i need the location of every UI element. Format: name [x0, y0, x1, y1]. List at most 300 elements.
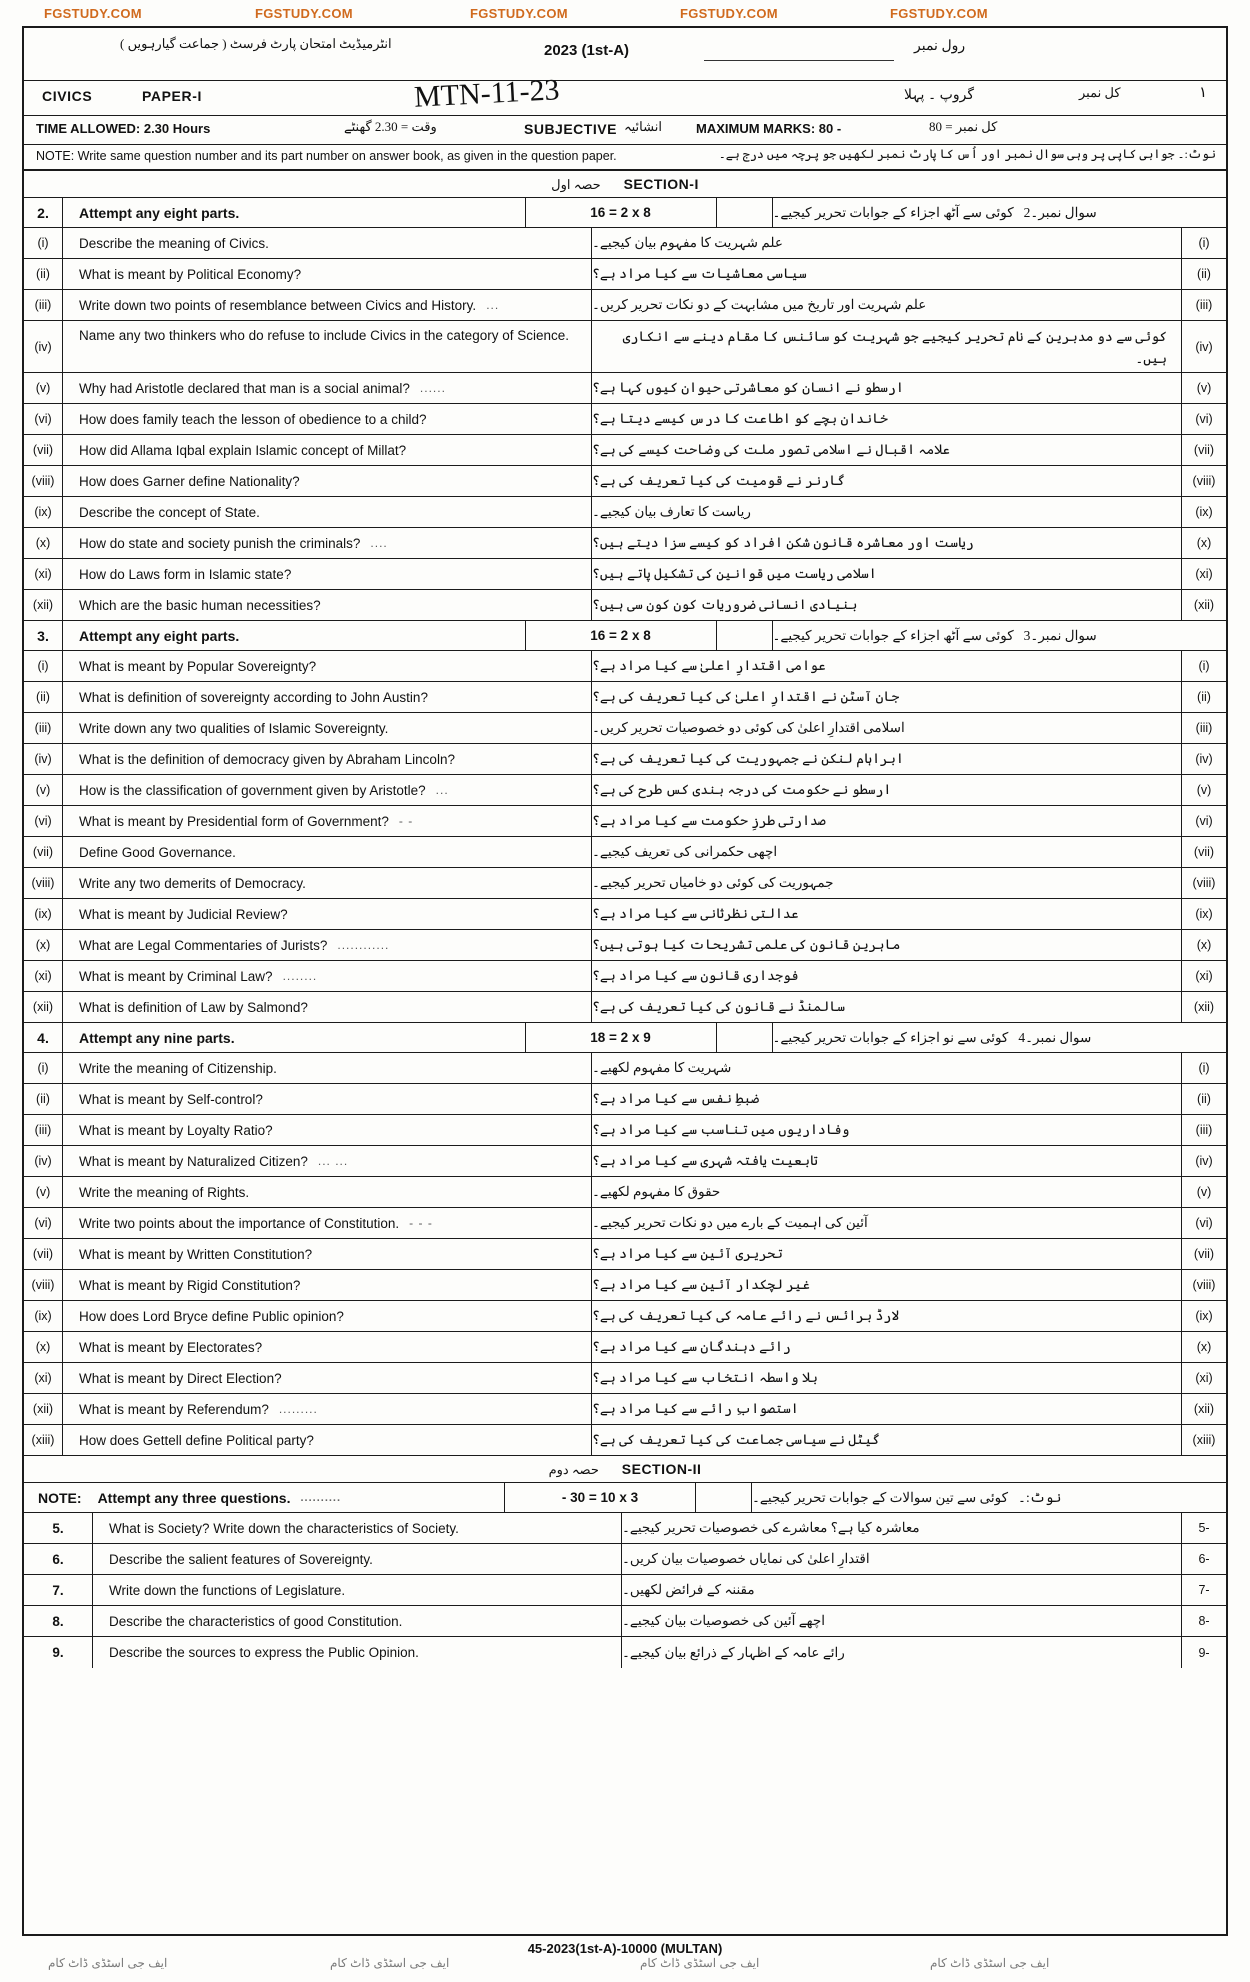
part-text-urdu: جمہوریت کی کوئی دو خامیاں تحریر کیجیے۔: [591, 868, 1181, 898]
part-text-urdu: علم شہریت اور تاریخ میں مشابہت کے دو نکات تحریر کریں۔: [591, 290, 1181, 320]
table-row: [24, 744, 1226, 775]
part-text-urdu: ریاست اور معاشرہ قانون شکن افراد کو کیسے سزا دیتے ہیں؟: [591, 528, 1181, 558]
part-text-urdu: حقوق کا مفہوم لکھیے۔: [591, 1177, 1181, 1207]
bottom-watermark-bar: [0, 1956, 1250, 1978]
table-row: [24, 930, 1226, 961]
part-number: (iv): [24, 744, 63, 774]
part-text-urdu: لارڈ برائس نے رائے عامہ کی کیا تعریف کی ہے؟: [591, 1301, 1181, 1331]
part-number-urdu: (vii): [1181, 837, 1226, 867]
question-text-english: Describe the salient features of Sovereignty.: [109, 1551, 373, 1567]
dot-leader: ...: [486, 298, 500, 312]
question-instruction-urdu: [773, 1023, 1227, 1052]
question-text-english: Describe the characteristics of good Constitution.: [109, 1613, 403, 1629]
note-english: NOTE: Write same question number and its part number on answer book, as given in the question paper.: [36, 149, 617, 163]
section-1-label-urdu: حصہ اول: [551, 177, 601, 192]
part-text-english: How does family teach the lesson of obedience to a child?: [79, 411, 427, 427]
part-text-english: How does Gettell define Political party?: [79, 1432, 314, 1448]
part-text-english: [63, 528, 591, 558]
part-text-english: How does Lord Bryce define Public opinion?: [79, 1308, 344, 1324]
part-number-urdu: (ii): [1181, 1084, 1226, 1114]
part-text-urdu: تحریری آئین سے کیا مراد ہے؟: [591, 1239, 1181, 1269]
part-number-urdu: (viii): [1181, 868, 1226, 898]
table-row: [24, 1425, 1226, 1456]
question-instruction-urdu: [773, 621, 1227, 650]
total-marks-label-urdu: کل نمبر: [1079, 85, 1121, 100]
table-row: [24, 1239, 1226, 1270]
question-text-urdu: اچھے آئین کی خصوصیات بیان کیجیے۔: [621, 1606, 1181, 1636]
part-text-english: Write the meaning of Rights.: [79, 1184, 250, 1200]
part-text-urdu: بلا واسطہ انتخاب سے کیا مراد ہے؟: [591, 1363, 1181, 1393]
table-row: [24, 1363, 1226, 1394]
part-text-english: [63, 806, 591, 836]
part-number: (xi): [24, 961, 63, 991]
question-number: 8.: [24, 1606, 93, 1636]
page-marker: ۱: [1199, 84, 1208, 101]
part-number: (iii): [24, 713, 63, 743]
question-number: 2.: [24, 198, 63, 227]
exam-sheet: [22, 26, 1228, 1936]
table-row: [24, 466, 1226, 497]
part-number-urdu: (x): [1181, 930, 1226, 960]
part-text-english: What is meant by Loyalty Ratio?: [79, 1122, 273, 1138]
part-number-urdu: (ix): [1181, 1301, 1226, 1331]
part-text-english: How does Garner define Nationality?: [79, 473, 300, 489]
question-number: 4.: [24, 1023, 63, 1052]
part-number-urdu: (i): [1181, 1053, 1226, 1083]
part-number: (xi): [24, 559, 63, 589]
roll-number-label-urdu: رول نمبر: [914, 39, 966, 54]
part-number-urdu: (ii): [1181, 259, 1226, 289]
question-number-urdu: 6-: [1181, 1544, 1226, 1574]
part-number-urdu: (xi): [1181, 1363, 1226, 1393]
part-number-urdu: (ii): [1181, 682, 1226, 712]
question-instruction: Attempt any eight parts.: [79, 627, 240, 644]
part-number: (iii): [24, 290, 63, 320]
part-number: (viii): [24, 466, 63, 496]
section-2-label: SECTION-II: [621, 1461, 702, 1477]
part-text-english: What is meant by Popular Sovereignty?: [79, 658, 317, 674]
part-text-english: How do Laws form in Islamic state?: [79, 566, 292, 582]
part-text-english: [63, 1208, 591, 1238]
dot-leader: ........: [282, 969, 318, 983]
question-text-urdu: معاشرہ کیا ہے؟ معاشرے کی خصوصیات تحریر کیجیے۔: [621, 1513, 1181, 1543]
part-text-value: What is meant by Criminal Law?: [79, 968, 273, 984]
question-4-header: [24, 1023, 1226, 1053]
part-text-english: How did Allama Iqbal explain Islamic concept of Millat?: [79, 442, 407, 458]
question-text-urdu: رائے عامہ کے اظہار کے ذرائع بیان کیجیے۔: [621, 1637, 1181, 1668]
part-text-urdu: گیٹل نے سیاسی جماعت کی کیا تعریف کی ہے؟: [591, 1425, 1181, 1455]
dot-leader: ....: [370, 536, 388, 550]
part-number: (i): [24, 1053, 63, 1083]
table-row: [24, 590, 1226, 621]
part-number-urdu: (vii): [1181, 1239, 1226, 1269]
paper-label: PAPER-I: [142, 88, 202, 104]
part-text-english: What is meant by Rigid Constitution?: [79, 1277, 301, 1293]
time-allowed: TIME ALLOWED: 2.30 Hours: [36, 121, 211, 136]
dot-leader: ..........: [300, 1491, 342, 1504]
part-text-english: Which are the basic human necessities?: [79, 597, 321, 613]
part-number: (i): [24, 228, 63, 258]
question-instruction-urdu-text: کوئی سے آٹھ اجزاء کے جوابات تحریر کیجیے۔: [772, 204, 1014, 220]
part-text-value: What is meant by Naturalized Citizen?: [79, 1153, 308, 1169]
table-row: [24, 404, 1226, 435]
part-number: (xii): [24, 992, 63, 1022]
question-number-urdu: 7-: [1181, 1575, 1226, 1605]
part-text-english: [63, 1146, 591, 1176]
long-question-row: [24, 1575, 1226, 1606]
part-text-value: How is the classification of government given by Aristotle?: [79, 782, 426, 798]
note-urdu: نوٹ:۔ جوابی کاپی پر وہی سوال نمبر اور اُس کا پارٹ نمبر لکھیں جو پرچہ میں درج ہے۔: [718, 147, 1216, 161]
part-number-urdu: (iii): [1181, 290, 1226, 320]
part-text-english: [63, 373, 591, 403]
table-row: [24, 497, 1226, 528]
group-label-urdu: گروپ ۔ پہلا: [904, 88, 974, 103]
part-text-urdu: شہریت کا مفہوم لکھیے۔: [591, 1053, 1181, 1083]
part-text-english: What is definition of Law by Salmond?: [79, 999, 308, 1015]
part-text-value: What are Legal Commentaries of Jurists?: [79, 937, 328, 953]
part-number-urdu: (x): [1181, 528, 1226, 558]
table-row: [24, 290, 1226, 321]
table-row: [24, 1146, 1226, 1177]
part-text-english: What is definition of sovereignty according to John Austin?: [79, 689, 428, 705]
long-question-row: [24, 1513, 1226, 1544]
part-text-english: [63, 290, 591, 320]
part-number: (vii): [24, 1239, 63, 1269]
part-number-urdu: (iv): [1181, 744, 1226, 774]
part-number-urdu: (i): [1181, 228, 1226, 258]
part-text-value: What is meant by Referendum?: [79, 1401, 269, 1417]
table-row: [24, 1332, 1226, 1363]
table-row: [24, 682, 1226, 713]
part-text-urdu: ابراہام لنکن نے جمہوریت کی کیا تعریف کی ہے؟: [591, 744, 1181, 774]
question-text-english: Describe the sources to express the Public Opinion.: [109, 1645, 419, 1660]
question-marks: 16 = 2 x 8: [525, 198, 717, 227]
watermark-text: FGSTUDY.COM: [470, 5, 568, 21]
part-number-urdu: (x): [1181, 1332, 1226, 1362]
part-text-urdu: استصوابِ رائے سے کیا مراد ہے؟: [591, 1394, 1181, 1424]
part-text-english: [63, 961, 591, 991]
watermark-text: FGSTUDY.COM: [44, 5, 142, 21]
part-text-english: What is meant by Written Constitution?: [79, 1246, 313, 1262]
header-row-time-marks: [24, 116, 1226, 145]
dot-leader: - - -: [409, 1216, 433, 1230]
part-number: (ix): [24, 1301, 63, 1331]
part-text-urdu: کوئی سے دو مدبرین کے نام تحریر کیجیے جو شہریت کو سائنس کا مقام دینے سے انکاری ہیں۔: [591, 321, 1181, 372]
question-number: 6.: [24, 1544, 93, 1574]
table-row: [24, 559, 1226, 590]
note-text-urdu: کوئی سے تین سوالات کے جوابات تحریر کیجیے۔: [752, 1489, 1009, 1505]
part-number: (iv): [24, 1146, 63, 1176]
roll-number-blank: [704, 60, 894, 61]
question-3-header: [24, 621, 1226, 651]
table-row: [24, 1301, 1226, 1332]
question-text-english: What is Society? Write down the characteristics of Society.: [109, 1520, 459, 1536]
spacer-cell: [717, 1023, 773, 1052]
part-number-urdu: (vi): [1181, 806, 1226, 836]
section-2-note-row: [24, 1483, 1226, 1513]
table-row: [24, 899, 1226, 930]
part-text-urdu: جان آسٹن نے اقتدارِ اعلیٰ کی کیا تعریف کی ہے؟: [591, 682, 1181, 712]
table-row: [24, 1177, 1226, 1208]
part-text-urdu: سیاسی معاشیات سے کیا مراد ہے؟: [591, 259, 1181, 289]
spacer-cell: [717, 198, 773, 227]
part-number-urdu: (iv): [1181, 1146, 1226, 1176]
section-2-note: [24, 1483, 504, 1512]
urdu-exam-title: انٹرمیڈیٹ امتحان پارٹ فرسٹ ( جماعت گیارہویں ): [120, 36, 392, 51]
top-watermark-bar: [0, 0, 1250, 26]
part-number-urdu: (xiii): [1181, 1425, 1226, 1455]
part-text-urdu: رائے دہندگان سے کیا مراد ہے؟: [591, 1332, 1181, 1362]
long-question-row: [24, 1544, 1226, 1575]
part-text-urdu: تابعیت یافتہ شہری سے کیا مراد ہے؟: [591, 1146, 1181, 1176]
part-text-english: What is meant by Direct Election?: [79, 1370, 282, 1386]
part-text-english: What is the definition of democracy given by Abraham Lincoln?: [79, 751, 455, 767]
section-1-header: [24, 171, 1226, 198]
part-text-value: Write down two points of resemblance between Civics and History.: [79, 297, 477, 313]
part-number: (v): [24, 1177, 63, 1207]
part-number: (xiii): [24, 1425, 63, 1455]
part-number: (iv): [24, 321, 63, 372]
part-text-urdu: ارسطو نے حکومت کی درجہ بندی کس طرح کی ہے؟: [591, 775, 1181, 805]
question-number-urdu: سوال نمبر۔2: [1023, 204, 1097, 220]
part-number: (x): [24, 528, 63, 558]
question-text-urdu: مقننہ کے فرائض لکھیں۔: [621, 1575, 1181, 1605]
part-number-urdu: (xi): [1181, 559, 1226, 589]
question-number-urdu: 5-: [1181, 1513, 1226, 1543]
note-text: Attempt any three questions.: [97, 1489, 291, 1506]
question-marks: 16 = 2 x 8: [525, 621, 717, 650]
watermark-text-urdu: ایف جی اسٹڈی ڈاٹ کام: [48, 1956, 168, 1970]
long-question-row: [24, 1606, 1226, 1637]
part-number: (ix): [24, 497, 63, 527]
spacer-cell: [696, 1483, 752, 1512]
part-number: (vii): [24, 837, 63, 867]
question-2-header: [24, 198, 1226, 228]
paper-type: SUBJECTIVE: [524, 121, 617, 137]
part-text-urdu: اسلامی ریاست میں قوانین کی تشکیل پاتے ہیں؟: [591, 559, 1181, 589]
part-text-urdu: عوامی اقتدارِ اعلیٰ سے کیا مراد ہے؟: [591, 651, 1181, 681]
part-number: (vi): [24, 1208, 63, 1238]
table-row: [24, 992, 1226, 1023]
table-row: [24, 373, 1226, 404]
section-1-label: SECTION-I: [623, 176, 699, 192]
part-number-urdu: (ix): [1181, 497, 1226, 527]
part-text-english: What is meant by Political Economy?: [79, 266, 302, 282]
handwritten-code: MTN-11-23: [413, 73, 561, 114]
section-2-label-urdu: حصہ دوم: [548, 1462, 599, 1477]
question-instruction-urdu: [773, 198, 1227, 227]
part-text-english: Write any two demerits of Democracy.: [79, 875, 306, 891]
part-text-urdu: علامہ اقبال نے اسلامی تصور ملت کی وضاحت کیسے کی ہے؟: [591, 435, 1181, 465]
part-number: (vi): [24, 806, 63, 836]
part-number: (v): [24, 775, 63, 805]
part-number-urdu: (vi): [1181, 404, 1226, 434]
maximum-marks-urdu: کل نمبر = 80: [929, 119, 998, 134]
table-row: [24, 1270, 1226, 1301]
table-row: [24, 775, 1226, 806]
part-number: (v): [24, 373, 63, 403]
table-row: [24, 259, 1226, 290]
question-number-urdu: سوال نمبر۔4: [1018, 1029, 1092, 1045]
header-note-row: [24, 145, 1226, 171]
part-number-urdu: (vii): [1181, 435, 1226, 465]
part-text-urdu: صدارتی طرزِ حکومت سے کیا مراد ہے؟: [591, 806, 1181, 836]
part-text-english: [63, 775, 591, 805]
header-row-subject: [24, 73, 1226, 116]
table-row: [24, 435, 1226, 466]
note-label-urdu: نوٹ:۔: [1018, 1489, 1062, 1505]
exam-year: 2023 (1st-A): [544, 42, 630, 59]
section-2-note-urdu: [752, 1483, 1226, 1512]
part-text-urdu: فوجداری قانون سے کیا مراد ہے؟: [591, 961, 1181, 991]
question-number: 5.: [24, 1513, 93, 1543]
part-number-urdu: (iv): [1181, 321, 1226, 372]
table-row: [24, 806, 1226, 837]
part-text-value: How do state and society punish the criminals?: [79, 535, 361, 551]
question-instruction-urdu-text: کوئی سے آٹھ اجزاء کے جوابات تحریر کیجیے۔: [772, 627, 1014, 643]
part-number-urdu: (v): [1181, 775, 1226, 805]
dot-leader: - -: [398, 814, 414, 828]
part-text-value: Why had Aristotle declared that man is a social animal?: [79, 380, 410, 396]
watermark-text-urdu: ایف جی اسٹڈی ڈاٹ کام: [640, 1956, 760, 1970]
part-text-urdu: ماہرین قانون کی علمی تشریحات کیا ہوتی ہیں؟: [591, 930, 1181, 960]
part-text-urdu: ریاست کا تعارف بیان کیجیے۔: [591, 497, 1181, 527]
part-text-urdu: اچھی حکمرانی کی تعریف کیجیے۔: [591, 837, 1181, 867]
part-number-urdu: (vi): [1181, 1208, 1226, 1238]
part-number-urdu: (xii): [1181, 992, 1226, 1022]
part-text-english: Name any two thinkers who do refuse to include Civics in the category of Science.: [79, 328, 569, 343]
part-number: (iii): [24, 1115, 63, 1145]
long-question-row: [24, 1637, 1226, 1668]
header-row-title: [24, 28, 1226, 81]
table-row: [24, 1084, 1226, 1115]
part-text-english: Describe the meaning of Civics.: [79, 235, 269, 251]
table-row: [24, 1208, 1226, 1239]
table-row: [24, 528, 1226, 559]
question-text-english: Write down the functions of Legislature.: [109, 1582, 346, 1598]
spacer-cell: [717, 621, 773, 650]
section-2-header: [24, 1456, 1226, 1483]
part-number: (ix): [24, 899, 63, 929]
part-number: (i): [24, 651, 63, 681]
table-row: [24, 228, 1226, 259]
question-number-urdu: 9-: [1181, 1637, 1226, 1668]
part-number-urdu: (i): [1181, 651, 1226, 681]
dot-leader: ...: [435, 783, 449, 797]
part-text-urdu: عدالتی نظرثانی سے کیا مراد ہے؟: [591, 899, 1181, 929]
section-2-marks: - 30 = 10 x 3: [504, 1483, 696, 1512]
dot-leader: ... ...: [317, 1154, 349, 1168]
question-number: 7.: [24, 1575, 93, 1605]
part-text-urdu: سالمنڈ نے قانون کی کیا تعریف کی ہے؟: [591, 992, 1181, 1022]
table-row: [24, 868, 1226, 899]
dot-leader: ............: [337, 938, 390, 952]
part-text-urdu: غیر لچکدار آئین سے کیا مراد ہے؟: [591, 1270, 1181, 1300]
note-label: NOTE:: [38, 1489, 82, 1506]
part-text-english: Write down any two qualities of Islamic Sovereignty.: [79, 720, 389, 736]
part-number-urdu: (v): [1181, 1177, 1226, 1207]
part-number-urdu: (ix): [1181, 899, 1226, 929]
part-number: (viii): [24, 1270, 63, 1300]
part-text-english: [63, 930, 591, 960]
part-text-english: Write the meaning of Citizenship.: [79, 1060, 277, 1076]
part-text-urdu: علم شہریت کا مفہوم بیان کیجیے۔: [591, 228, 1181, 258]
part-text-urdu: بنیادی انسانی ضروریات کون کون سی ہیں؟: [591, 590, 1181, 620]
part-text-value: Write two points about the importance of Constitution.: [79, 1215, 400, 1231]
part-number: (ii): [24, 1084, 63, 1114]
part-number: (xii): [24, 590, 63, 620]
part-number: (viii): [24, 868, 63, 898]
table-row: [24, 713, 1226, 744]
table-row: [24, 651, 1226, 682]
part-text-english: Define Good Governance.: [79, 844, 236, 860]
question-instruction-urdu-text: کوئی سے نو اجزاء کے جوابات تحریر کیجیے۔: [772, 1029, 1009, 1045]
table-row: [24, 1053, 1226, 1084]
subject-label: CIVICS: [42, 88, 93, 104]
part-text-urdu: وفاداریوں میں تناسب سے کیا مراد ہے؟: [591, 1115, 1181, 1145]
part-number: (ii): [24, 259, 63, 289]
question-marks: 18 = 2 x 9: [525, 1023, 717, 1052]
question-number: 3.: [24, 621, 63, 650]
paper-type-urdu: انشائیہ: [624, 119, 662, 134]
part-number-urdu: (viii): [1181, 466, 1226, 496]
part-text-urdu: ارسطو نے انسان کو معاشرتی حیوان کیوں کہا ہے؟: [591, 373, 1181, 403]
watermark-text: FGSTUDY.COM: [890, 5, 988, 21]
page-footer: 45-2023(1st-A)-10000 (MULTAN): [527, 1941, 723, 1956]
part-number-urdu: (v): [1181, 373, 1226, 403]
question-instruction: Attempt any eight parts.: [79, 204, 240, 221]
part-text-english: Describe the concept of State.: [79, 504, 260, 520]
part-number-urdu: (iii): [1181, 1115, 1226, 1145]
maximum-marks: MAXIMUM MARKS: 80 -: [696, 121, 842, 136]
table-row: [24, 961, 1226, 992]
part-number: (vi): [24, 404, 63, 434]
time-allowed-urdu: وقت = 2.30 گھنٹے: [344, 119, 437, 134]
table-row: [24, 321, 1226, 373]
part-text-english: What is meant by Electorates?: [79, 1339, 263, 1355]
part-text-english: What is meant by Judicial Review?: [79, 906, 288, 922]
watermark-text-urdu: ایف جی اسٹڈی ڈاٹ کام: [330, 1956, 450, 1970]
part-number: (x): [24, 930, 63, 960]
question-number: 9.: [24, 1637, 93, 1668]
part-number-urdu: (iii): [1181, 713, 1226, 743]
part-text-english: [63, 1394, 591, 1424]
part-number: (xi): [24, 1363, 63, 1393]
part-number-urdu: (xii): [1181, 590, 1226, 620]
part-number: (ii): [24, 682, 63, 712]
table-row: [24, 837, 1226, 868]
part-number: (x): [24, 1332, 63, 1362]
part-text-urdu: خاندان بچے کو اطاعت کا درس کیسے دیتا ہے؟: [591, 404, 1181, 434]
watermark-text: FGSTUDY.COM: [255, 5, 353, 21]
table-row: [24, 1115, 1226, 1146]
part-number: (xii): [24, 1394, 63, 1424]
part-text-value: What is meant by Presidential form of Government?: [79, 813, 389, 829]
part-text-urdu: اسلامی اقتدارِ اعلیٰ کی کوئی دو خصوصیات تحریر کریں۔: [591, 713, 1181, 743]
question-number-urdu: سوال نمبر۔3: [1023, 627, 1097, 643]
part-text-urdu: گارنر نے قومیت کی کیا تعریف کی ہے؟: [591, 466, 1181, 496]
watermark-text: FGSTUDY.COM: [680, 5, 778, 21]
dot-leader: .........: [278, 1402, 318, 1416]
question-instruction: Attempt any nine parts.: [79, 1029, 235, 1046]
part-text-english: What is meant by Self-control?: [79, 1091, 263, 1107]
part-number-urdu: (xii): [1181, 1394, 1226, 1424]
question-number-urdu: 8-: [1181, 1606, 1226, 1636]
dot-leader: ......: [419, 381, 446, 395]
part-number-urdu: (viii): [1181, 1270, 1226, 1300]
watermark-text-urdu: ایف جی اسٹڈی ڈاٹ کام: [930, 1956, 1050, 1970]
part-number-urdu: (xi): [1181, 961, 1226, 991]
